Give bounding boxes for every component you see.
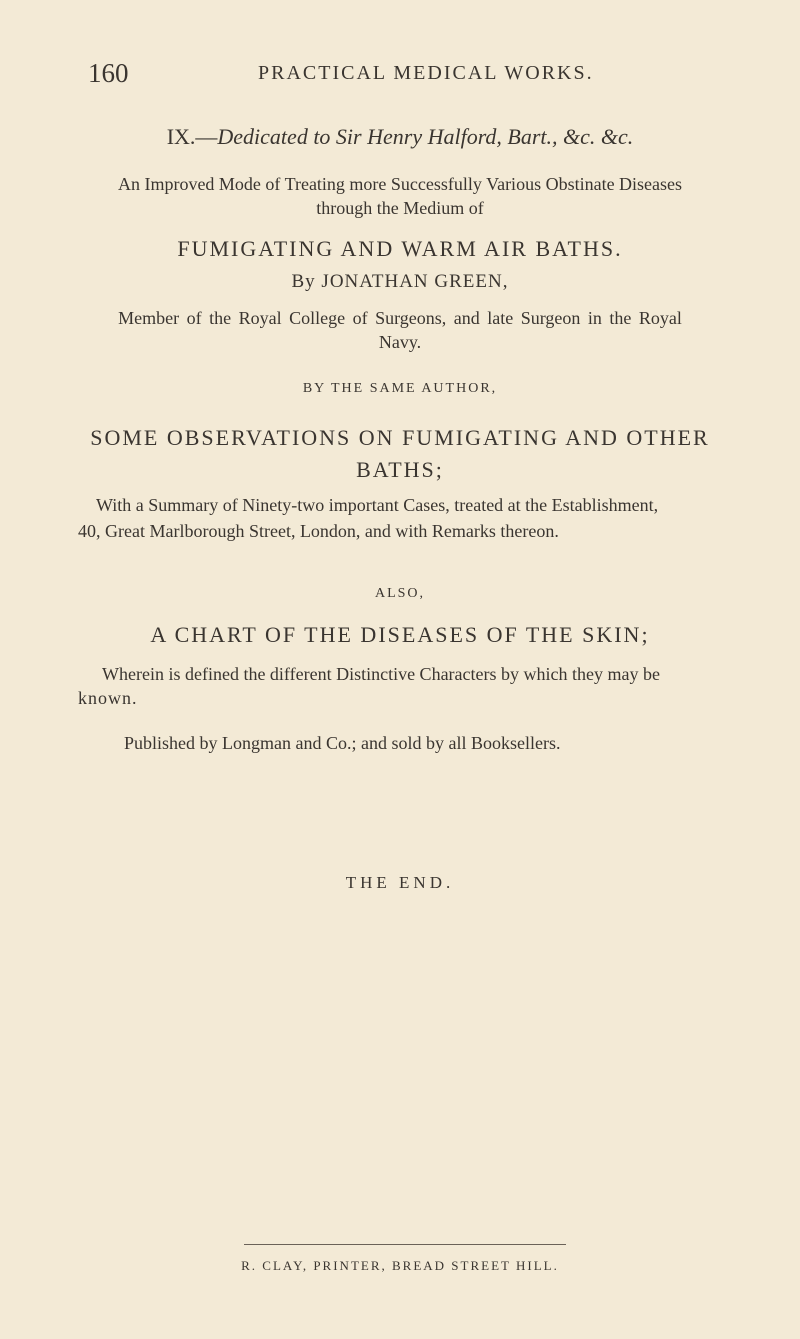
printer-rule (244, 1244, 566, 1245)
same-author-desc-line1: With a Summary of Ninety-two important Cases, treated at the Establishment, (96, 495, 659, 515)
also-title: A CHART OF THE DISEASES OF THE SKIN; (150, 622, 650, 647)
same-author-title-line2: BATHS; (356, 457, 444, 482)
entry-author: By JONATHAN GREEN, (291, 271, 509, 292)
entry-credentials-line1: Member of the Royal College of Surgeons, and late Surgeon in the Royal (118, 308, 682, 328)
entry-subtitle-line2: through the Medium of (316, 198, 484, 218)
entry-subtitle-line1: An Improved Mode of Treating more Successfully Various Obstinate Diseases (117, 174, 683, 194)
printer-imprint: R. CLAY, PRINTER, BREAD STREET HILL. (241, 1258, 559, 1273)
running-title: PRACTICAL MEDICAL WORKS. (258, 62, 594, 84)
entry-main-title: FUMIGATING AND WARM AIR BATHS. (177, 236, 623, 261)
entry-number: IX.— (166, 124, 218, 149)
same-author-desc-line2: 40, Great Marlborough Street, London, and with Remarks thereon. (78, 521, 559, 541)
also-desc-line2: known. (78, 688, 138, 708)
entry-dedication: Dedicated to Sir Henry Halford, Bart., &c. &c. (217, 124, 634, 149)
entry-credentials-line2: Navy. (378, 332, 422, 352)
same-author-title-line1: SOME OBSERVATIONS ON FUMIGATING AND OTHER (90, 425, 710, 450)
same-author-label: BY THE SAME AUTHOR, (302, 381, 498, 396)
the-end: THE END. (345, 873, 455, 892)
also-label: ALSO, (374, 586, 426, 601)
entry-heading (0, 124, 800, 150)
publisher-line: Published by Longman and Co.; and sold by all Booksellers. (124, 733, 561, 753)
also-desc-line1: Wherein is defined the different Distinctive Characters by which they may be (102, 664, 660, 684)
page-number: 160 (88, 58, 129, 88)
